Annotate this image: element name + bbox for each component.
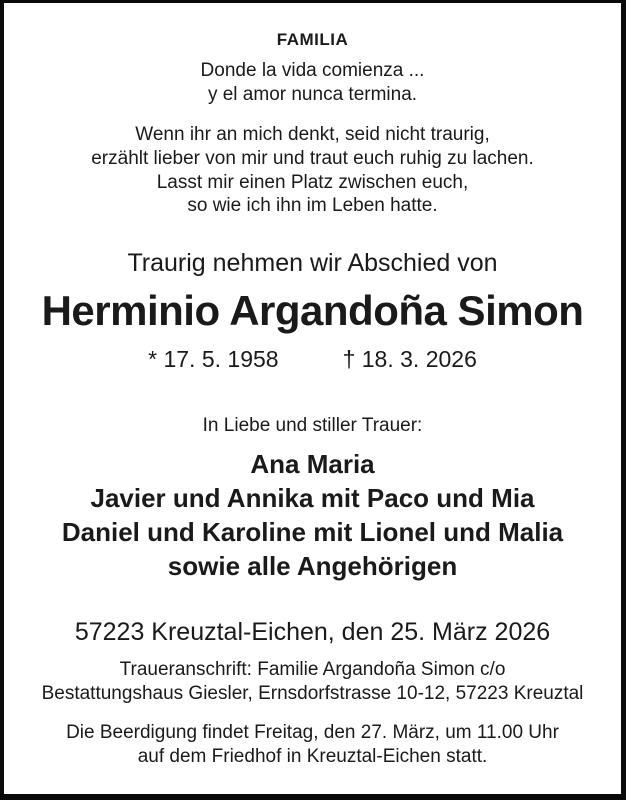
spanish-verse-line: Donde la vida comienza ... (200, 60, 425, 81)
poem-line: erzählt lieber von mir und traut euch ruhig zu lachen. (91, 147, 534, 169)
spanish-verse (4, 59, 621, 108)
poem-line: so wie ich ihn im Leben hatte. (187, 195, 438, 217)
address-line: Traueranschrift: Familie Argandoña Simon c/o (119, 658, 506, 680)
funeral-info (4, 721, 621, 767)
mourning-address (4, 658, 621, 706)
address-line: Bestattungshaus Giesler, Ernsdorfstrasse 10-12, 57223 Kreuztal (41, 682, 584, 704)
mourners-list (4, 448, 621, 583)
funeral-line: Die Beerdigung findet Freitag, den 27. März, um 11.00 Uhr (66, 722, 559, 744)
poem-line: Lasst mir einen Platz zwischen euch, (156, 171, 469, 193)
mourning-intro: In Liebe und stiller Trauer: (202, 415, 423, 437)
birth-date: * 17. 5. 1958 (148, 346, 279, 373)
spanish-verse-line: y el amor nunca termina. (207, 84, 418, 106)
death-date: † 18. 3. 2026 (342, 346, 477, 373)
publisher-header: FAMILIA (276, 30, 349, 49)
farewell-line: Traurig nehmen wir Abschied von (127, 249, 498, 278)
memorial-poem (4, 123, 621, 219)
deceased-name: Herminio Argandoña Simon (41, 287, 584, 335)
poem-line: Wenn ihr an mich denkt, seid nicht traurig, (135, 123, 490, 145)
funeral-line: auf dem Friedhof in Kreuztal-Eichen statt. (137, 745, 488, 767)
mourner-line: Daniel und Karoline mit Lionel und Malia (61, 516, 564, 547)
obituary-content (4, 3, 621, 794)
mourner-line: sowie alle Angehörigen (167, 550, 458, 581)
mourner-line: Javier und Annika mit Paco und Mia (90, 483, 535, 514)
mourner-line: Ana Maria (250, 449, 375, 480)
place-date-line: 57223 Kreuztal-Eichen, den 25. März 2026 (74, 617, 551, 646)
life-dates (4, 346, 621, 373)
